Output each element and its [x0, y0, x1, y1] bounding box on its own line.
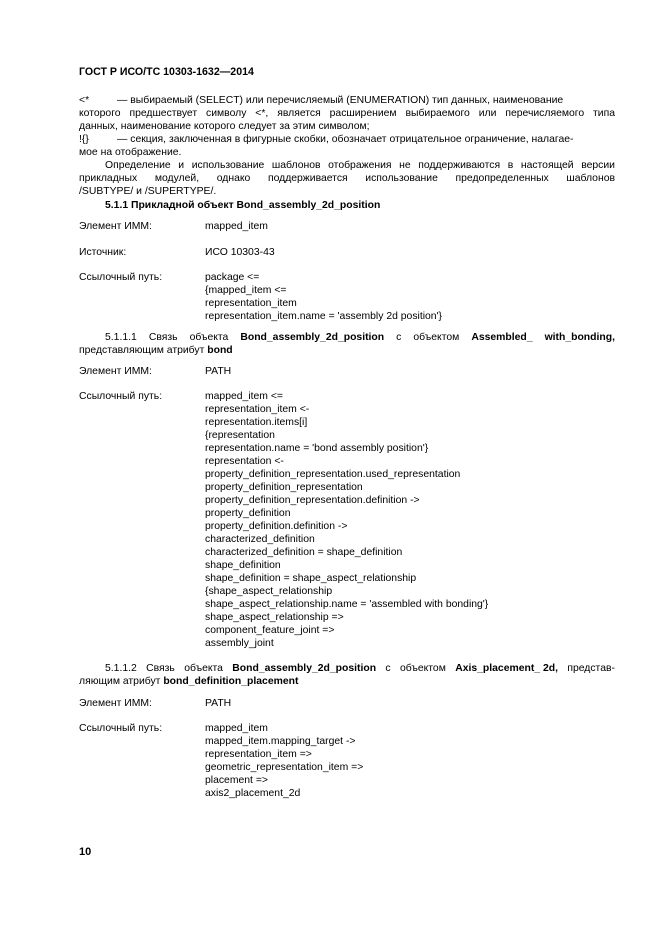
section-5-1-1-1-path-label: Ссылочный путь: [79, 391, 163, 402]
section-5-1-1-2-heading-line-1 [105, 662, 615, 675]
section-5-1-1-path [205, 271, 442, 323]
section-5-1-1-element-label: Элемент ИММ: [79, 221, 152, 232]
section-5-1-1-path-label: Ссылочный путь: [79, 272, 163, 283]
section-5-1-1-1-heading-line-2 [79, 344, 615, 357]
heading-entity: Bond_assembly_2d_position [240, 332, 385, 343]
heading-word: объектом [413, 332, 460, 343]
section-5-1-1-2-path-label: Ссылочный путь: [79, 723, 163, 734]
path-line: component_feature_joint => [205, 625, 335, 636]
intro-line-7: прикладных модулей, однако поддерживается использование предопределенных шаблонов [79, 173, 615, 184]
path-line: shape_aspect_relationship => [205, 612, 344, 623]
path-line: mapped_item.mapping_target -> [205, 736, 356, 747]
path-line: representation.items[i] [205, 417, 308, 428]
path-line: representation.name = 'bond assembly position'} [205, 443, 429, 454]
path-line: representation_item <- [205, 404, 310, 415]
heading-entity: with_bonding, [544, 332, 615, 343]
path-line: characterized_definition [205, 534, 315, 545]
page-number: 10 [79, 846, 92, 858]
path-line: property_definition_representation.used_representation [205, 469, 461, 480]
heading-word: объекта [189, 332, 229, 343]
section-5-1-1-1-element-value: PATH [205, 366, 232, 377]
section-5-1-1-source-label: Источник: [79, 247, 127, 258]
path-line: {mapped_item <= [205, 285, 287, 296]
section-5-1-1-1-path [205, 390, 488, 650]
section-5-1-1-2-element-value: PATH [205, 698, 232, 709]
path-line: axis2_placement_2d [205, 788, 301, 799]
path-line: property_definition.definition -> [205, 521, 348, 532]
path-line: mapped_item [205, 723, 268, 734]
path-line: package <= [205, 272, 260, 283]
path-line: representation_item.name = 'assembly 2d position'} [205, 311, 443, 322]
intro-line-2: которого предшествует символу <*, является расширением выбираемого или перечисляемого типа [79, 108, 615, 119]
heading-word: с [385, 663, 391, 674]
path-line: {shape_aspect_relationship [205, 586, 333, 597]
path-line: shape_definition [205, 560, 281, 571]
intro-line-5: мое на отображение. [79, 147, 182, 158]
section-5-1-1-1-heading-line-1 [105, 331, 615, 344]
path-line: property_definition [205, 508, 291, 519]
heading-entity: Bond_assembly_2d_position [232, 663, 377, 674]
intro-line-1 [79, 94, 615, 107]
path-line: representation_item => [205, 749, 312, 760]
intro-line-8: /SUBTYPE/ и /SUPERTYPE/. [79, 186, 217, 197]
attribute-name: bond [207, 345, 233, 356]
heading-word: Связь [148, 332, 178, 343]
document-header: ГОСТ Р ИСО/ТС 10303-1632—2014 [79, 66, 254, 78]
heading-word: объекта [184, 663, 223, 674]
heading-word: объектом [399, 663, 446, 674]
section-5-1-1-heading: 5.1.1 Прикладной объект Bond_assembly_2d_position [105, 200, 381, 211]
heading-entity: Axis_placement_ 2d, [455, 663, 558, 674]
path-line: assembly_joint [205, 638, 274, 649]
path-line: shape_aspect_relationship.name = 'assembled with bonding'} [205, 599, 489, 610]
path-line: mapped_item <= [205, 391, 283, 402]
intro-line-6: Определение и использование шаблонов отображения не поддерживаются в настоящей версии [105, 160, 615, 171]
section-5-1-1-element-value: mapped_item [205, 221, 268, 232]
path-line: representation_item [205, 298, 297, 309]
section-5-1-1-2-path [205, 722, 363, 800]
heading-word: 5.1.1.2 [105, 663, 137, 674]
path-line: characterized_definition = shape_definition [205, 547, 403, 558]
heading-word: с [396, 332, 402, 343]
intro-line-4 [79, 133, 615, 146]
heading-word: представ- [567, 663, 615, 674]
heading-word: Связь [146, 663, 175, 674]
path-line: shape_definition = shape_aspect_relationship [205, 573, 417, 584]
section-5-1-1-2-heading-line-2 [79, 675, 615, 688]
intro-line-4-text: — секция, заключенная в фигурные скобки, обозначает отрицательное ограничение, налагае- [117, 134, 574, 145]
path-line: {representation [205, 430, 275, 441]
attribute-name: bond_definition_placement [163, 676, 299, 687]
heading-word: 5.1.1.1 [105, 332, 137, 343]
select-type-symbol: <* [79, 95, 90, 106]
path-line: property_definition_representation.definition -> [205, 495, 420, 506]
section-5-1-1-source-value: ИСО 10303-43 [205, 247, 275, 258]
path-line: representation <- [205, 456, 284, 467]
heading-entity: Assembled_ [471, 332, 533, 343]
negative-constraint-symbol: !{} [79, 134, 89, 145]
path-line: geometric_representation_item => [205, 762, 364, 773]
heading-text: представляющим атрибут [79, 345, 208, 356]
intro-line-3: данных, наименование которого следует за этим символом; [79, 121, 370, 132]
section-5-1-1-1-element-label: Элемент ИММ: [79, 366, 152, 377]
path-line: placement => [205, 775, 268, 786]
path-line: property_definition_representation [205, 482, 363, 493]
section-5-1-1-2-element-label: Элемент ИММ: [79, 698, 152, 709]
intro-line-1-text: — выбираемый (SELECT) или перечисляемый (ENUMERATION) тип данных, наименование [117, 95, 564, 106]
heading-text: ляющим атрибут [79, 676, 164, 687]
